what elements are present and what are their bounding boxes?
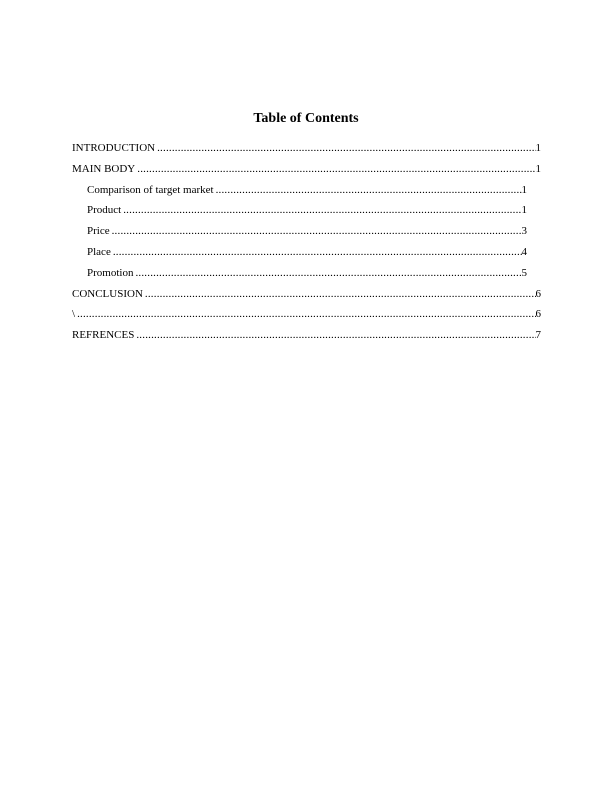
- toc-entry-price[interactable]: [87, 224, 527, 245]
- toc-dot-leader: [112, 224, 522, 238]
- toc-entry-page: 6: [535, 308, 541, 321]
- toc-entry-page: 1: [521, 183, 527, 196]
- toc-entry-label: Promotion: [87, 266, 134, 279]
- toc-entry-comparison-of-target-market[interactable]: [87, 183, 527, 204]
- toc-entry-introduction[interactable]: [72, 141, 541, 162]
- toc-entry-label: Product: [87, 204, 122, 217]
- toc-entry-backslash[interactable]: [72, 307, 541, 328]
- toc-entry-page: 4: [521, 245, 527, 258]
- toc-dot-leader: [135, 266, 521, 280]
- toc-entry-page: 5: [521, 266, 527, 279]
- toc-entry-product[interactable]: [87, 203, 527, 224]
- toc-entry-page: 3: [521, 225, 527, 238]
- toc-entry-page: 1: [535, 142, 541, 154]
- toc-entry-main-body[interactable]: [72, 162, 541, 183]
- toc-entry-page: 1: [521, 204, 527, 217]
- toc-entry-page: 6: [535, 287, 541, 300]
- toc-entry-page: 7: [535, 329, 541, 342]
- toc-dot-leader: [216, 183, 522, 197]
- toc-dot-leader: [77, 307, 535, 321]
- toc-entry-label: \: [72, 308, 76, 321]
- toc-entry-place[interactable]: [87, 245, 527, 266]
- toc-entry-conclusion[interactable]: [72, 287, 541, 308]
- toc-entry-label: CONCLUSION: [72, 287, 143, 300]
- toc-dot-leader: [137, 162, 535, 176]
- table-of-contents: [72, 141, 541, 349]
- toc-entry-label: INTRODUCTION: [72, 142, 156, 154]
- toc-entry-refrences[interactable]: [72, 328, 541, 349]
- toc-entry-label: Comparison of target market: [87, 183, 214, 196]
- toc-dot-leader: [123, 203, 521, 217]
- toc-entry-page: 1: [535, 162, 541, 175]
- toc-entry-label: MAIN BODY: [72, 162, 136, 175]
- toc-dot-leader: [145, 287, 536, 301]
- toc-title: Table of Contents: [253, 111, 359, 126]
- toc-dot-leader: [136, 328, 535, 342]
- toc-dot-leader: [113, 245, 522, 259]
- toc-dot-leader: [157, 141, 535, 155]
- toc-entry-label: REFRENCES: [72, 329, 135, 342]
- toc-entry-label: Price: [87, 225, 110, 238]
- toc-entry-label: Place: [87, 245, 111, 258]
- toc-entry-promotion[interactable]: [87, 266, 527, 287]
